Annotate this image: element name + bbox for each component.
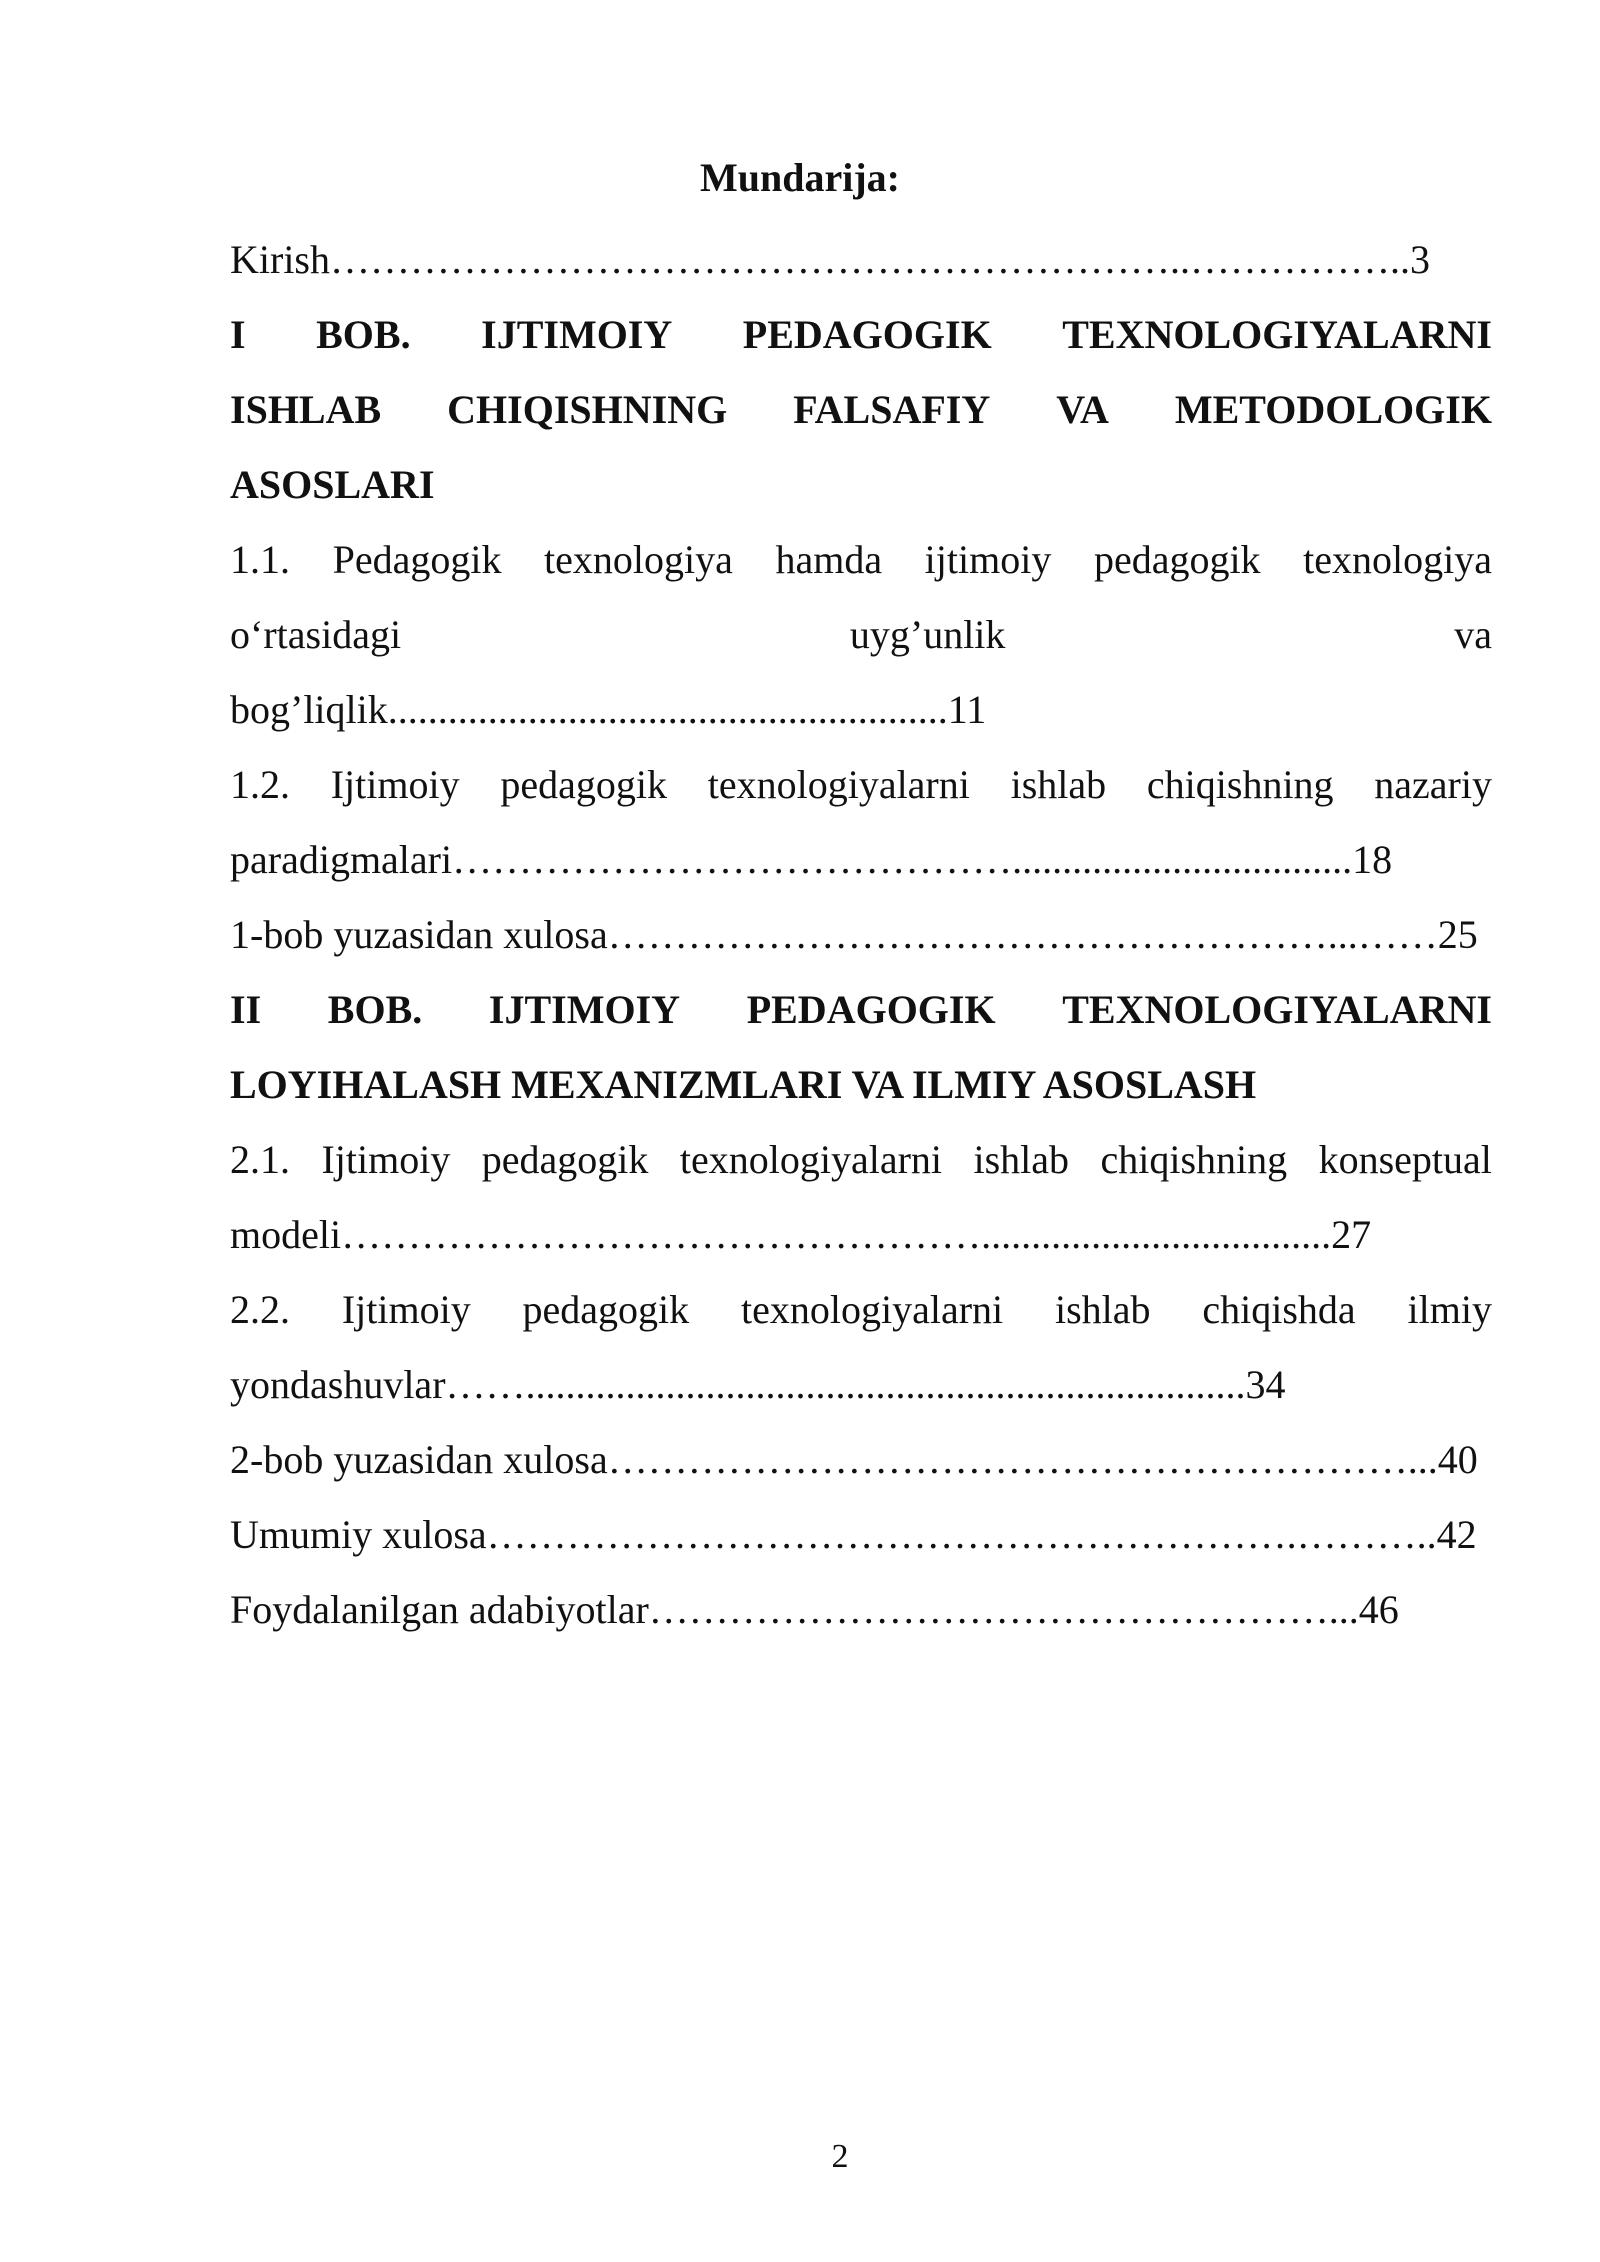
toc-word: PEDAGOGIK [746,987,996,1032]
toc-section-2-2-line2: yondashuvlar……........................................................................34 [230,1362,1286,1407]
toc-word: chiqishning [1100,1137,1288,1182]
toc-word: pedagogik [1093,537,1261,582]
toc-word: texnologiyalarni [679,1137,943,1182]
toc-word: 2.1. [230,1137,290,1182]
toc-entry-chapter1-conclusion: 1-bob yuzasidan xulosa………………………………………………...……25 [230,912,1478,957]
toc-word: chiqishning [1146,762,1334,807]
toc-entry-bibliography: Foydalanilgan adabiyotlar……………………………………………...46 [230,1587,1399,1632]
toc-section-2-1-line2: modeli…………………………………………...................................27 [230,1212,1372,1257]
toc-section-2-1-line1 [230,1122,1492,1197]
toc-word: BOB. [316,312,411,357]
toc-word: ishlab [1010,762,1107,807]
toc-chapter2-line2: LOYIHALASH MEXANIZMLARI VA ILMIY ASOSLASH [230,1062,1257,1107]
toc-word: Ijtimoiy [330,762,460,807]
toc-word: FALSAFIY [793,387,991,432]
toc-word: PEDAGOGIK [742,312,992,357]
toc-word: IJTIMOIY [488,987,681,1032]
toc-word: TEXNOLOGIYALARNI [1062,987,1492,1032]
toc-section-1-2-line1 [230,747,1492,822]
toc-word: 2.2. [230,1287,290,1332]
toc-word: ijtimoiy [924,537,1052,582]
toc-word: chiqishda [1202,1287,1356,1332]
toc-word: pedagogik [481,1137,649,1182]
toc-word: TEXNOLOGIYALARNI [1062,312,1492,357]
toc-word: pedagogik [522,1287,690,1332]
toc-word: texnologiyalarni [707,762,970,807]
toc-section-1-1-line1 [230,522,1492,597]
page-title: Mundarija: [700,155,900,200]
toc-word: texnologiya [544,537,733,582]
toc-entry-chapter2-conclusion: 2-bob yuzasidan xulosa……………………………………………………...40 [230,1437,1478,1482]
toc-word: CHIQISHNING [447,387,728,432]
toc-word: uyg’unlik [849,612,1006,657]
toc-word: pedagogik [500,762,667,807]
toc-chapter1-line2 [230,372,1492,447]
toc-word: 1.2. [230,762,290,807]
toc-entry-kirish: Kirish………………………………………………………..……………..3 [230,237,1430,282]
toc-word: konseptual [1318,1137,1492,1182]
toc-section-1-1-line3: bog’liqlik........................................................11 [230,687,987,732]
toc-entry-general-conclusion: Umumiy xulosa…………………………………………………….………..42 [230,1512,1477,1557]
toc-section-1-2-line2: paradigmalari……………………………………..................................18 [230,837,1393,882]
toc-word: BOB. [327,987,423,1032]
page-number: 2 [831,2138,849,2175]
toc-word: METODOLOGIK [1174,387,1492,432]
toc-word: ISHLAB [230,387,382,432]
toc-word: 1.1. [230,537,290,582]
toc-word: ishlab [1054,1287,1151,1332]
toc-word: hamda [775,537,883,582]
toc-chapter1-line1 [230,297,1492,372]
toc-word: ilmiy [1407,1287,1492,1332]
toc-word: II [230,987,262,1032]
toc-word: o‘rtasidagi [230,612,402,657]
toc-word: nazariy [1374,762,1492,807]
table-of-contents [230,222,1492,1647]
toc-word: texnologiyalarni [741,1287,1004,1332]
toc-word: Pedagogik [332,537,502,582]
toc-section-1-1-line2 [230,597,1492,672]
toc-word: VA [1056,387,1109,432]
toc-word: ishlab [973,1137,1070,1182]
toc-chapter1-line3: ASOSLARI [230,462,435,507]
toc-word: I [230,312,246,357]
toc-word: Ijtimoiy [341,1287,471,1332]
toc-word: texnologiya [1303,537,1492,582]
toc-word: Ijtimoiy [321,1137,451,1182]
toc-word: va [1454,612,1492,657]
toc-section-2-2-line1 [230,1272,1492,1347]
toc-word: IJTIMOIY [481,312,673,357]
toc-chapter2-line1 [230,972,1492,1047]
